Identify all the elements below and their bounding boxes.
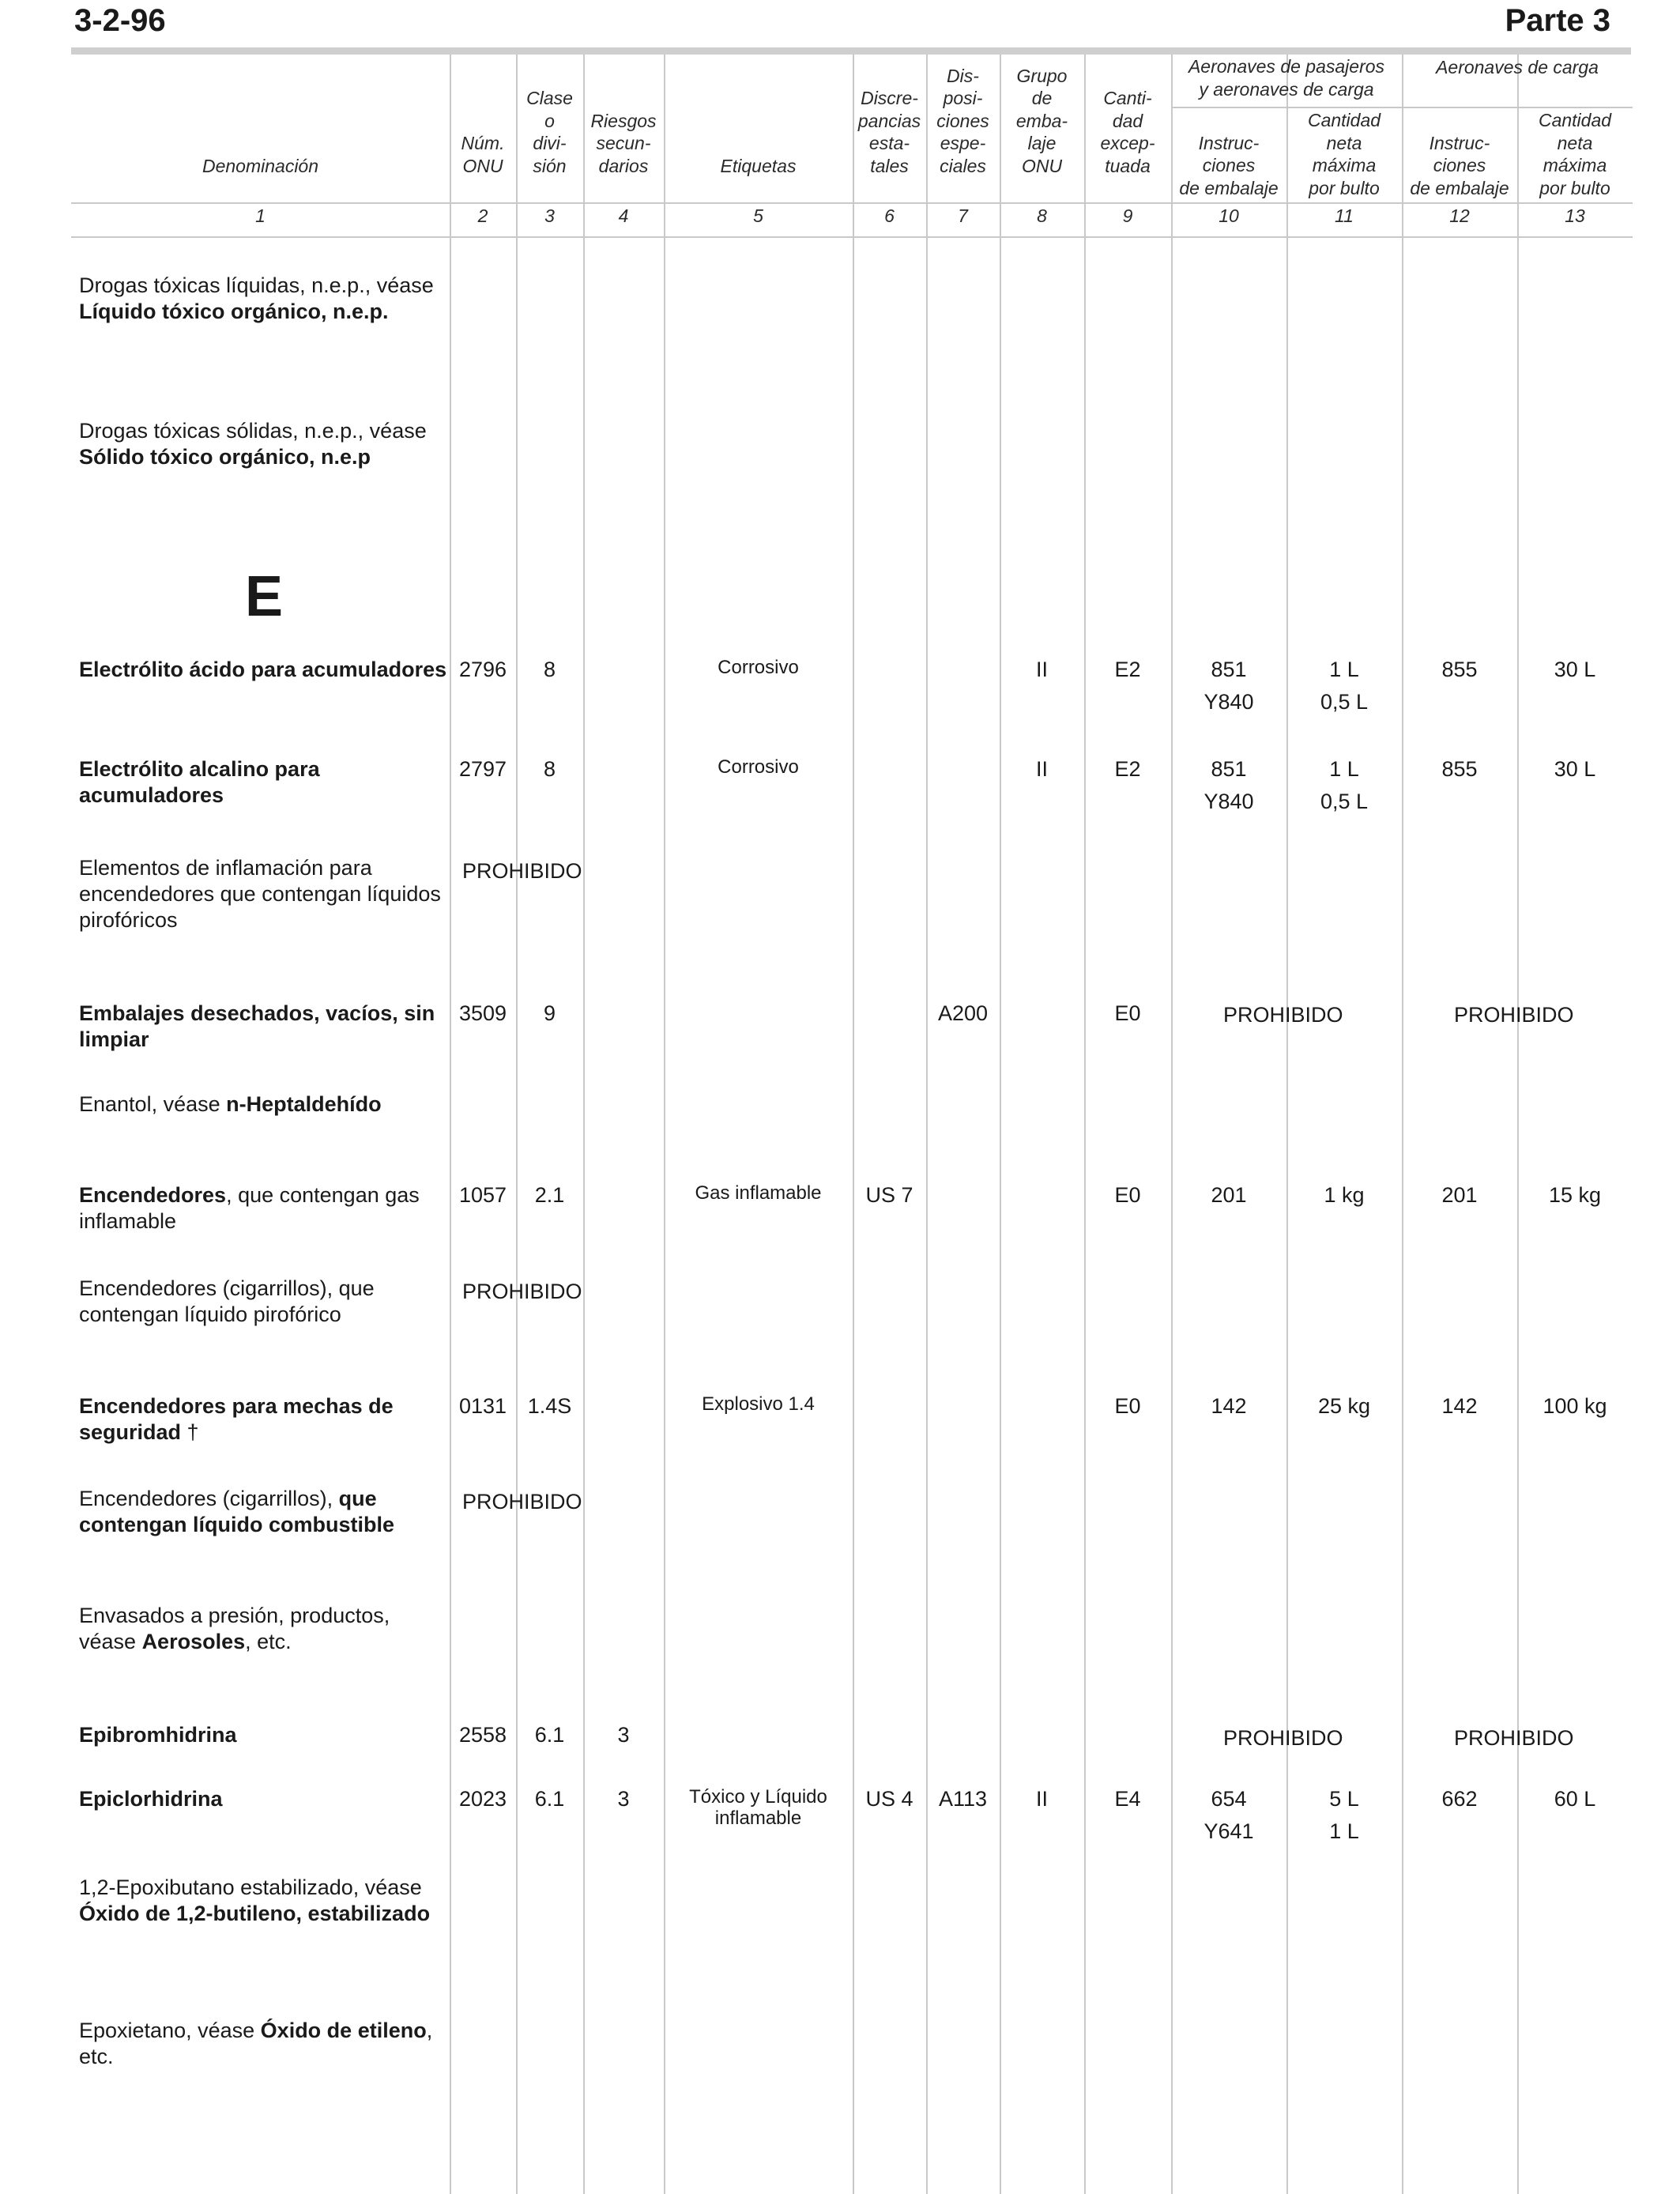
cell-disposiciones: A113 [938, 1787, 988, 1811]
cell-col-11: 1 L 0,5 L [1320, 757, 1369, 813]
cell-etiquetas: Tóxico y Líquido inflamable [689, 1786, 827, 1829]
column-number: 9 [1122, 205, 1133, 226]
header-discrepancias: Discre- pancias esta- tales [857, 88, 921, 176]
cell-col-10: 142 [1211, 1394, 1247, 1418]
cell-grupo: II [1035, 658, 1048, 681]
column-number: 1 [255, 205, 266, 226]
header-riesgos: Riesgos secun- darios [590, 110, 657, 176]
column-number: 3 [544, 205, 555, 226]
cell-num-onu: 2023 [458, 1787, 507, 1811]
cell-cantidad-exceptuada: E0 [1114, 1183, 1141, 1207]
cell-col-10: 201 [1211, 1183, 1247, 1207]
cell-disposiciones: A200 [937, 1001, 989, 1025]
prohibited-label: PROHIBIDO [462, 1280, 582, 1303]
cell-col-10: 851 Y840 [1203, 658, 1254, 714]
entry-name: Encendedores, que contengan gas inflamable [79, 1183, 420, 1233]
cell-col-13: 30 L [1554, 658, 1596, 681]
column-divider [450, 55, 451, 2194]
cell-num-onu: 2797 [458, 757, 507, 781]
cell-num-onu: 3509 [458, 1001, 507, 1025]
cell-clase: 1.4S [527, 1394, 572, 1418]
column-number: 5 [753, 205, 763, 226]
header-carga-group: Aeronaves de carga [1436, 56, 1599, 77]
page-reference: 3-2-96 [74, 3, 166, 38]
header-grupo: Grupo de emba- laje ONU [1015, 65, 1068, 176]
header-pasajeros-group: Aeronaves de pasajeros y aeronaves de carga [1188, 56, 1385, 100]
cell-clase: 8 [543, 658, 556, 681]
cell-col-10: 654 Y641 [1203, 1787, 1254, 1843]
cell-discrepancias: US 4 [865, 1787, 913, 1811]
entry-name: Elementos de inflamación para encendedores que contengan líquidos pirofóricos [79, 856, 441, 932]
cell-etiquetas: Gas inflamable [695, 1182, 822, 1204]
cell-cantidad-exceptuada: E0 [1114, 1394, 1141, 1418]
entry-name: Electrólito ácido para acumuladores [79, 658, 447, 681]
prohibited-label: PROHIBIDO [462, 1490, 582, 1514]
part-title: Parte 3 [1505, 3, 1610, 38]
cell-col-11: 1 kg [1324, 1183, 1365, 1207]
cell-grupo: II [1035, 757, 1048, 781]
column-divider [926, 55, 928, 2194]
column-divider [664, 55, 665, 2194]
header-rule [71, 47, 1631, 55]
cell-clase: 2.1 [534, 1183, 565, 1207]
column-divider [583, 55, 585, 2194]
entry-name: Electrólito alcalino para acumuladores [79, 757, 320, 807]
header-etiquetas: Etiquetas [720, 155, 797, 176]
cell-col-13: 60 L [1554, 1787, 1596, 1811]
cell-clase: 9 [543, 1001, 556, 1025]
header-clase: Clase o divi- sión [526, 88, 573, 176]
cell-etiquetas: Corrosivo [718, 657, 799, 678]
cell-col-12: 855 [1441, 658, 1478, 681]
entry-name: Epibromhidrina [79, 1723, 237, 1747]
prohibited-label-pasajeros: PROHIBIDO [1223, 1003, 1343, 1027]
header-cantidad-neta-carga: Cantidad neta máxima por bulto [1538, 110, 1612, 198]
prohibited-label-carga: PROHIBIDO [1454, 1003, 1574, 1027]
entry-name: Drogas tóxicas sólidas, n.e.p., véase Sólido tóxico orgánico, n.e.p [79, 419, 427, 469]
cell-num-onu: 2558 [458, 1723, 507, 1747]
column-number: 7 [958, 205, 968, 226]
entry-name: Drogas tóxicas líquidas, n.e.p., véase Líquido tóxico orgánico, n.e.p. [79, 273, 434, 323]
column-divider [1286, 55, 1288, 2194]
column-number: 11 [1335, 205, 1354, 226]
cell-col-11: 5 L 1 L [1329, 1787, 1359, 1843]
cell-cantidad-exceptuada: E2 [1114, 658, 1141, 681]
entry-name: Encendedores (cigarrillos), que contengan líquido pirofórico [79, 1276, 375, 1326]
header-bottom-rule [71, 202, 1633, 204]
cell-num-onu: 2796 [458, 658, 507, 681]
entry-name: Epiclorhidrina [79, 1787, 223, 1811]
entry-name: Encendedores para mechas de seguridad † [79, 1394, 394, 1444]
header-cantidad-neta-pasajeros: Cantidad neta máxima por bulto [1307, 110, 1381, 198]
entry-name: Envasados a presión, productos, véase Aerosoles, etc. [79, 1604, 390, 1653]
cell-riesgos: 3 [617, 1723, 630, 1747]
cell-num-onu: 1057 [458, 1183, 507, 1207]
column-number-rule [71, 236, 1633, 238]
group-divider-rule [1171, 107, 1633, 108]
cell-clase: 6.1 [534, 1787, 565, 1811]
column-number: 4 [618, 205, 629, 226]
cell-cantidad-exceptuada: E0 [1114, 1001, 1141, 1025]
column-number: 13 [1565, 205, 1585, 226]
cell-riesgos: 3 [617, 1787, 630, 1811]
cell-cantidad-exceptuada: E2 [1114, 757, 1141, 781]
cell-col-12: 855 [1441, 757, 1478, 781]
column-number: 2 [477, 205, 488, 226]
cell-col-12: 662 [1441, 1787, 1478, 1811]
cell-col-12: 201 [1441, 1183, 1478, 1207]
column-divider [516, 55, 518, 2194]
entry-name: Enantol, véase n-Heptaldehído [79, 1092, 382, 1116]
header-disposiciones: Dis- posi- ciones espe- ciales [936, 65, 989, 176]
header-instrucciones-pasajeros: Instruc- ciones de embalaje [1179, 132, 1279, 198]
entry-name: Epoxietano, véase Óxido de etileno, etc. [79, 2019, 433, 2068]
column-divider [1171, 55, 1173, 2194]
cell-col-11: 25 kg [1317, 1394, 1371, 1418]
column-number: 8 [1037, 205, 1047, 226]
cell-clase: 8 [543, 757, 556, 781]
prohibited-label-pasajeros: PROHIBIDO [1223, 1726, 1343, 1750]
column-divider [1402, 55, 1403, 2194]
prohibited-label-carga: PROHIBIDO [1454, 1726, 1574, 1750]
cell-col-11: 1 L 0,5 L [1320, 658, 1369, 714]
cell-col-13: 100 kg [1543, 1394, 1607, 1418]
section-letter: E [245, 565, 284, 628]
cell-num-onu: 0131 [458, 1394, 507, 1418]
cell-col-10: 851 Y840 [1203, 757, 1254, 813]
column-divider [1000, 55, 1001, 2194]
entry-name: Encendedores (cigarrillos), que contengan líquido combustible [79, 1487, 395, 1536]
cell-col-12: 142 [1441, 1394, 1478, 1418]
prohibited-label: PROHIBIDO [462, 859, 582, 883]
column-divider [1084, 55, 1086, 2194]
cell-col-13: 15 kg [1548, 1183, 1602, 1207]
column-divider [1517, 55, 1519, 2194]
cell-col-13: 30 L [1554, 757, 1596, 781]
entry-name: Embalajes desechados, vacíos, sin limpiar [79, 1001, 435, 1051]
cell-clase: 6.1 [534, 1723, 565, 1747]
cell-discrepancias: US 7 [865, 1183, 913, 1207]
column-number: 10 [1219, 205, 1239, 226]
cell-etiquetas: Explosivo 1.4 [702, 1393, 815, 1415]
entry-name: 1,2-Epoxibutano estabilizado, véase Óxido de 1,2-butileno, estabilizado [79, 1875, 431, 1925]
header-cantidad-exceptuada: Canti- dad excep- tuada [1100, 88, 1155, 176]
cell-etiquetas: Corrosivo [718, 756, 799, 778]
cell-grupo: II [1035, 1787, 1048, 1811]
cell-cantidad-exceptuada: E4 [1114, 1787, 1141, 1811]
header-denominacion: Denominación [202, 155, 319, 176]
column-divider [853, 55, 854, 2194]
column-number: 12 [1449, 205, 1470, 226]
header-num-onu: Núm. ONU [461, 133, 505, 176]
column-number: 6 [884, 205, 895, 226]
header-instrucciones-carga: Instruc- ciones de embalaje [1410, 132, 1509, 198]
